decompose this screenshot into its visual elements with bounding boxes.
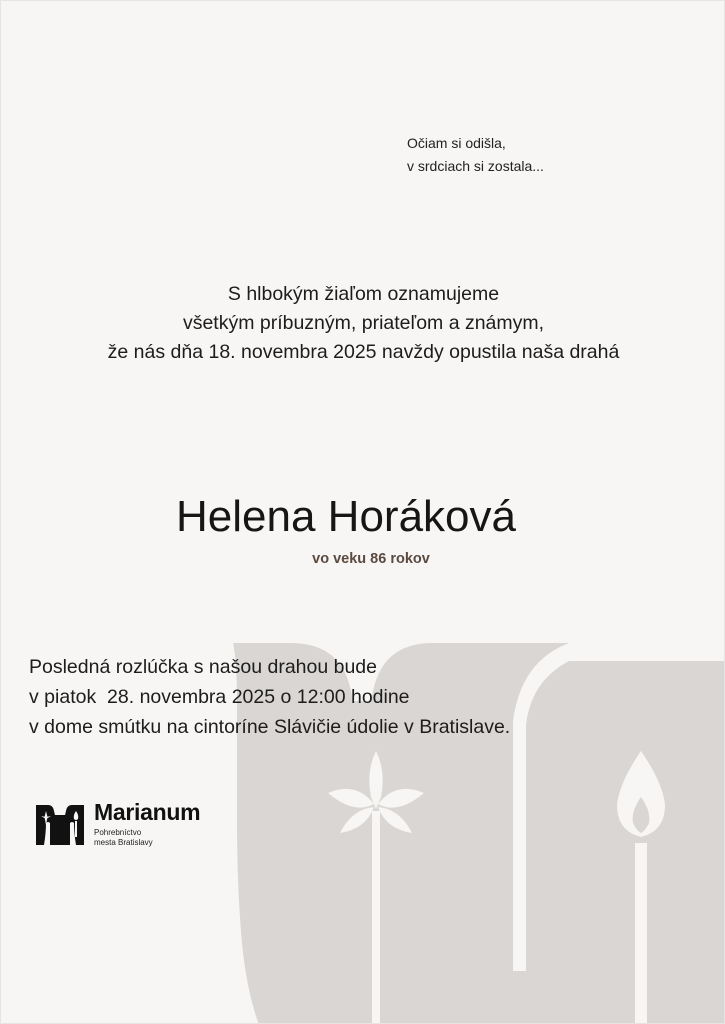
logo-subtitle — [94, 828, 153, 848]
funeral-line-3: v dome smútku na cintoríne Slávičie údolie v Bratislave. — [29, 716, 511, 738]
marianum-logo-icon — [34, 803, 86, 847]
marianum-logo — [34, 801, 234, 851]
deceased-age: vo veku 86 rokov — [312, 551, 430, 567]
epigraph — [407, 132, 544, 178]
epigraph-line-1: Očiam si odišla, — [407, 135, 506, 151]
logo-subtitle-line-1: Pohrebníctvo — [94, 828, 142, 837]
logo-name: Marianum — [94, 799, 201, 825]
funeral-line-2: v piatok 28. novembra 2025 o 12:00 hodine — [29, 686, 410, 708]
epigraph-line-2: v srdciach si zostala... — [407, 158, 544, 174]
logo-subtitle-line-2: mesta Bratislavy — [94, 838, 153, 847]
funeral-details — [29, 652, 510, 742]
announcement-line-3: že nás dňa 18. novembra 2025 navždy opustila naša drahá — [107, 341, 620, 363]
funeral-line-1: Posledná rozlúčka s našou drahou bude — [29, 656, 377, 678]
flower-icon — [326, 749, 426, 1024]
announcement-line-2: všetkým príbuzným, priateľom a známym, — [182, 312, 545, 334]
announcement — [1, 280, 725, 367]
candle-icon — [611, 749, 671, 1024]
announcement-line-1: S hlbokým žiaľom oznamujeme — [227, 283, 500, 305]
deceased-name: Helena Horáková — [176, 492, 516, 541]
